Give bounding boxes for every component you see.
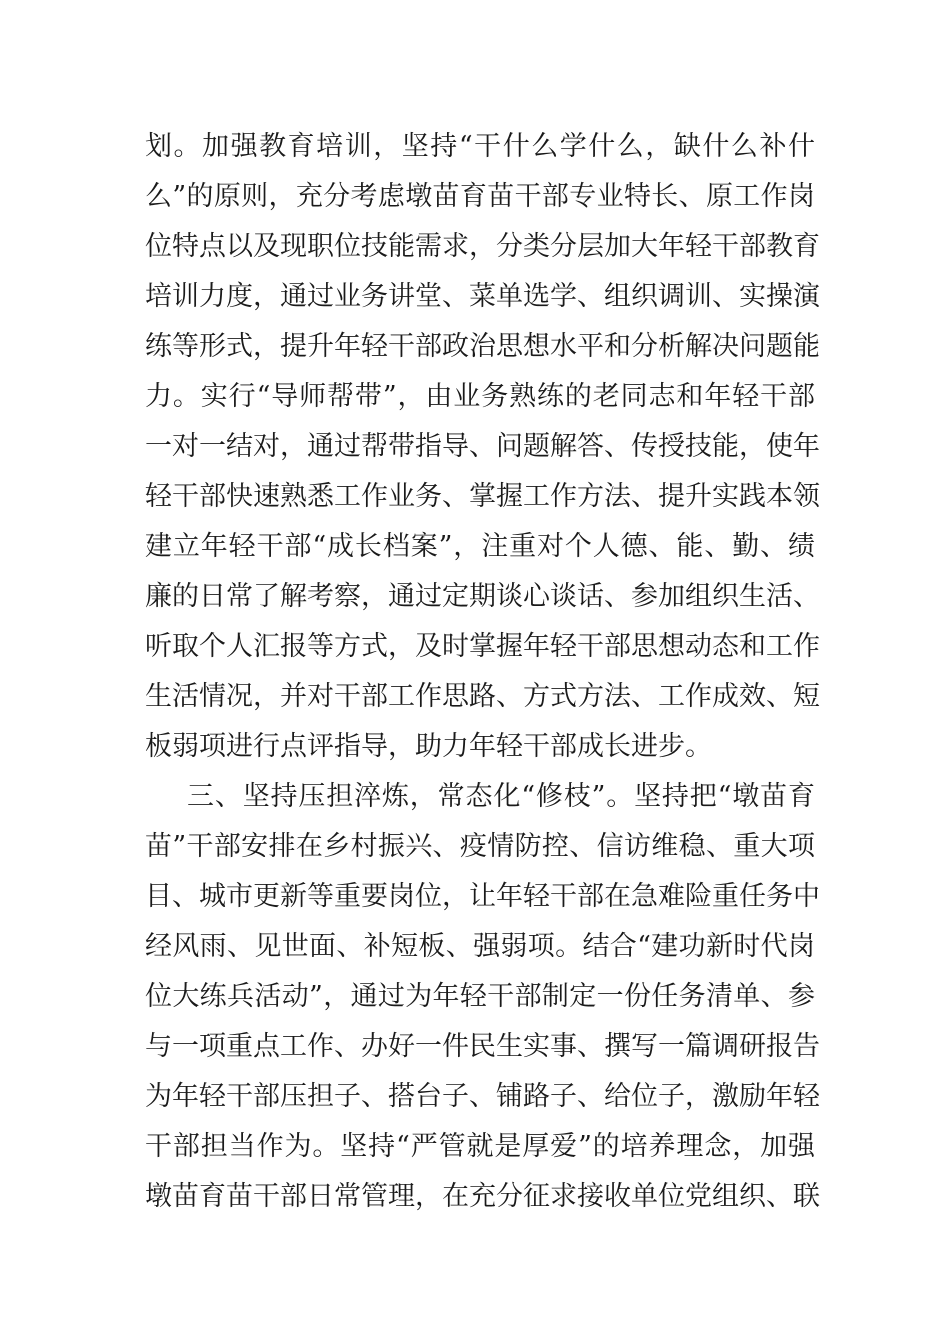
text-line: 目、城市更新等重要岗位，让年轻干部在急难险重任务中 [145,881,820,912]
text-line: 练等形式，提升年轻干部政治思想水平和分析解决问题能 [145,331,820,362]
section-heading-line: 三、坚持压担淬炼，常态化“修枝”。坚持把“墩苗育 [187,781,815,812]
text-line: 力。实行“导师帮带”，由业务熟练的老同志和年轻干部 [145,381,815,412]
text-line: 听取个人汇报等方式，及时掌握年轻干部思想动态和工作 [145,631,820,662]
text-line: 一对一结对，通过帮带指导、问题解答、传授技能，使年 [145,431,820,462]
text-line: 培训力度，通过业务讲堂、菜单选学、组织调训、实操演 [145,281,820,312]
body-text [145,122,820,1222]
text-line: 与一项重点工作、办好一件民生实事、撰写一篇调研报告 [145,1031,820,1062]
text-line: 轻干部快速熟悉工作业务、掌握工作方法、提升实践本领 [145,481,820,512]
text-line: 苗”干部安排在乡村振兴、疫情防控、信访维稳、重大项 [145,831,815,862]
text-line: 为年轻干部压担子、搭台子、铺路子、给位子，激励年轻 [145,1081,820,1112]
text-line: 位特点以及现职位技能需求，分类分层加大年轻干部教育 [145,231,820,262]
text-line: 么”的原则，充分考虑墩苗育苗干部专业特长、原工作岗 [145,181,815,212]
text-line: 干部担当作为。坚持“严管就是厚爱”的培养理念，加强 [145,1131,815,1162]
text-line: 经风雨、见世面、补短板、强弱项。结合“建功新时代岗 [145,931,815,962]
text-line: 划。加强教育培训，坚持“干什么学什么，缺什么补什 [145,131,815,162]
text-line: 廉的日常了解考察，通过定期谈心谈话、参加组织生活、 [145,581,820,612]
text-line: 墩苗育苗干部日常管理，在充分征求接收单位党组织、联 [145,1181,820,1212]
text-line-paragraph-end: 板弱项进行点评指导，助力年轻干部成长进步。 [145,731,712,762]
text-line: 生活情况，并对干部工作思路、方式方法、工作成效、短 [145,681,820,712]
text-line: 建立年轻干部“成长档案”，注重对个人德、能、勤、绩 [145,531,815,562]
text-line: 位大练兵活动”，通过为年轻干部制定一份任务清单、参 [145,981,815,1012]
